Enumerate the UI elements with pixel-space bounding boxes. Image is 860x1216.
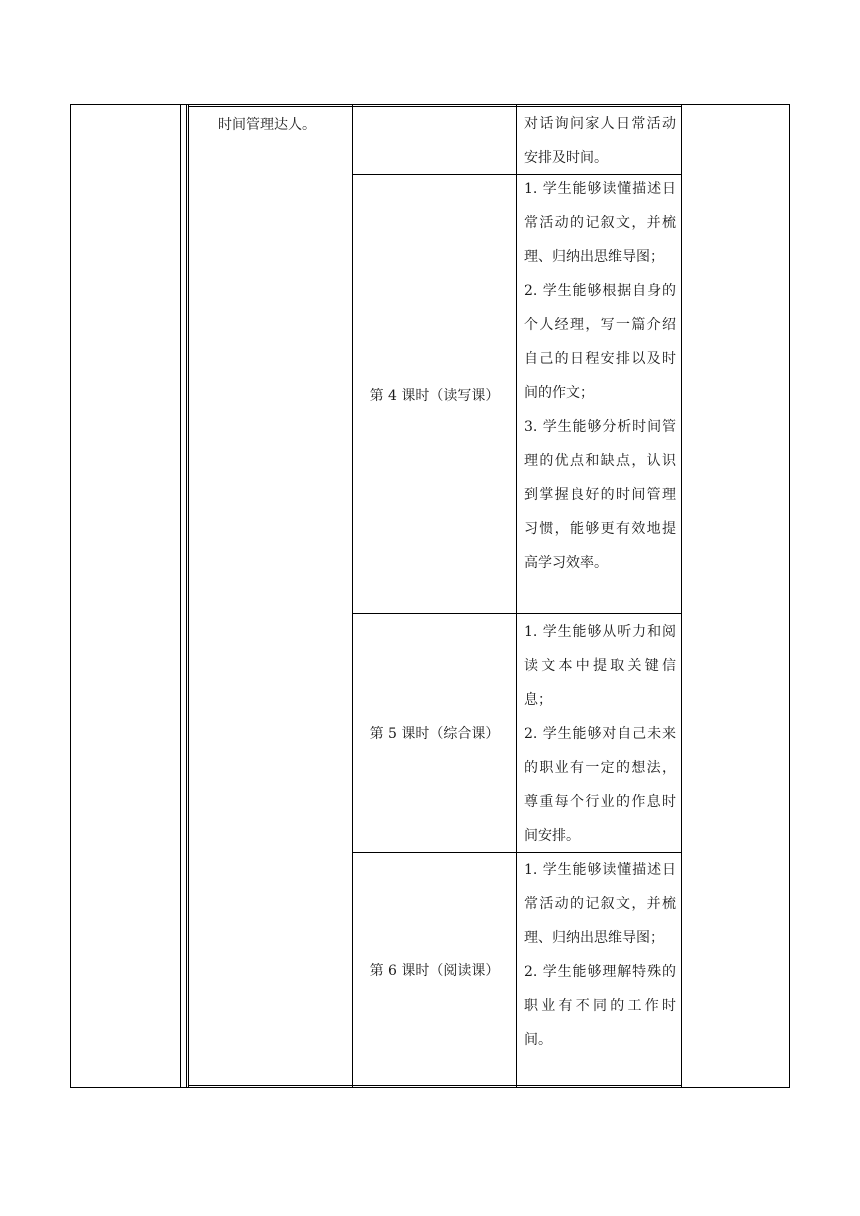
table-left-border: [70, 104, 71, 1088]
objective-item: 1. 学生能够从听力和阅读文本中提取关键信息；: [524, 624, 676, 708]
objective-item: 3. 学生能够分析时间管理的优点和缺点，认识到掌握良好的时间管理习惯，能够更有效地提高学习效率。: [524, 419, 676, 571]
objectives-cell: [524, 615, 676, 853]
topic-cell: 时间管理达人。: [218, 117, 316, 133]
objective-item: 1. 学生能够读懂描述日常活动的记叙文，并梳理、归纳出思维导图；: [524, 181, 676, 265]
period-cell: 第 4 课时（读写课）: [369, 388, 500, 404]
table-bottom-border: [70, 1087, 790, 1088]
objective-item: 2. 学生能够理解特殊的职业有不同的工作时间。: [524, 964, 676, 1048]
nested-table-bottom: [188, 1085, 682, 1086]
column-divider-2b: [188, 104, 189, 1088]
objectives-cell: [524, 853, 676, 1057]
period-cell: 第 6 课时（阅读课）: [369, 963, 500, 979]
row-divider-2: [352, 613, 682, 614]
objectives-cell: [524, 107, 676, 175]
objectives-cell: [524, 172, 676, 580]
objective-item: 1. 学生能够读懂描述日常活动的记叙文，并梳理、归纳出思维导图；: [524, 862, 676, 946]
column-divider-4: [516, 104, 517, 1088]
column-divider-5: [681, 104, 682, 1088]
objective-item: 2. 学生能够对自己未来的职业有一定的想法，尊重每个行业的作息时间安排。: [524, 726, 676, 844]
table-top-border: [70, 104, 790, 105]
column-divider-2: [186, 104, 187, 1088]
objective-item: 对话询问家人日常活动安排及时间。: [524, 116, 676, 166]
table-right-border: [789, 104, 790, 1088]
objective-item: 2. 学生能够根据自身的个人经理，写一篇介绍自己的日程安排以及时间的作文；: [524, 283, 676, 401]
column-divider-3: [352, 104, 353, 1088]
column-divider-1: [180, 104, 181, 1088]
period-cell: 第 5 课时（综合课）: [369, 726, 500, 742]
